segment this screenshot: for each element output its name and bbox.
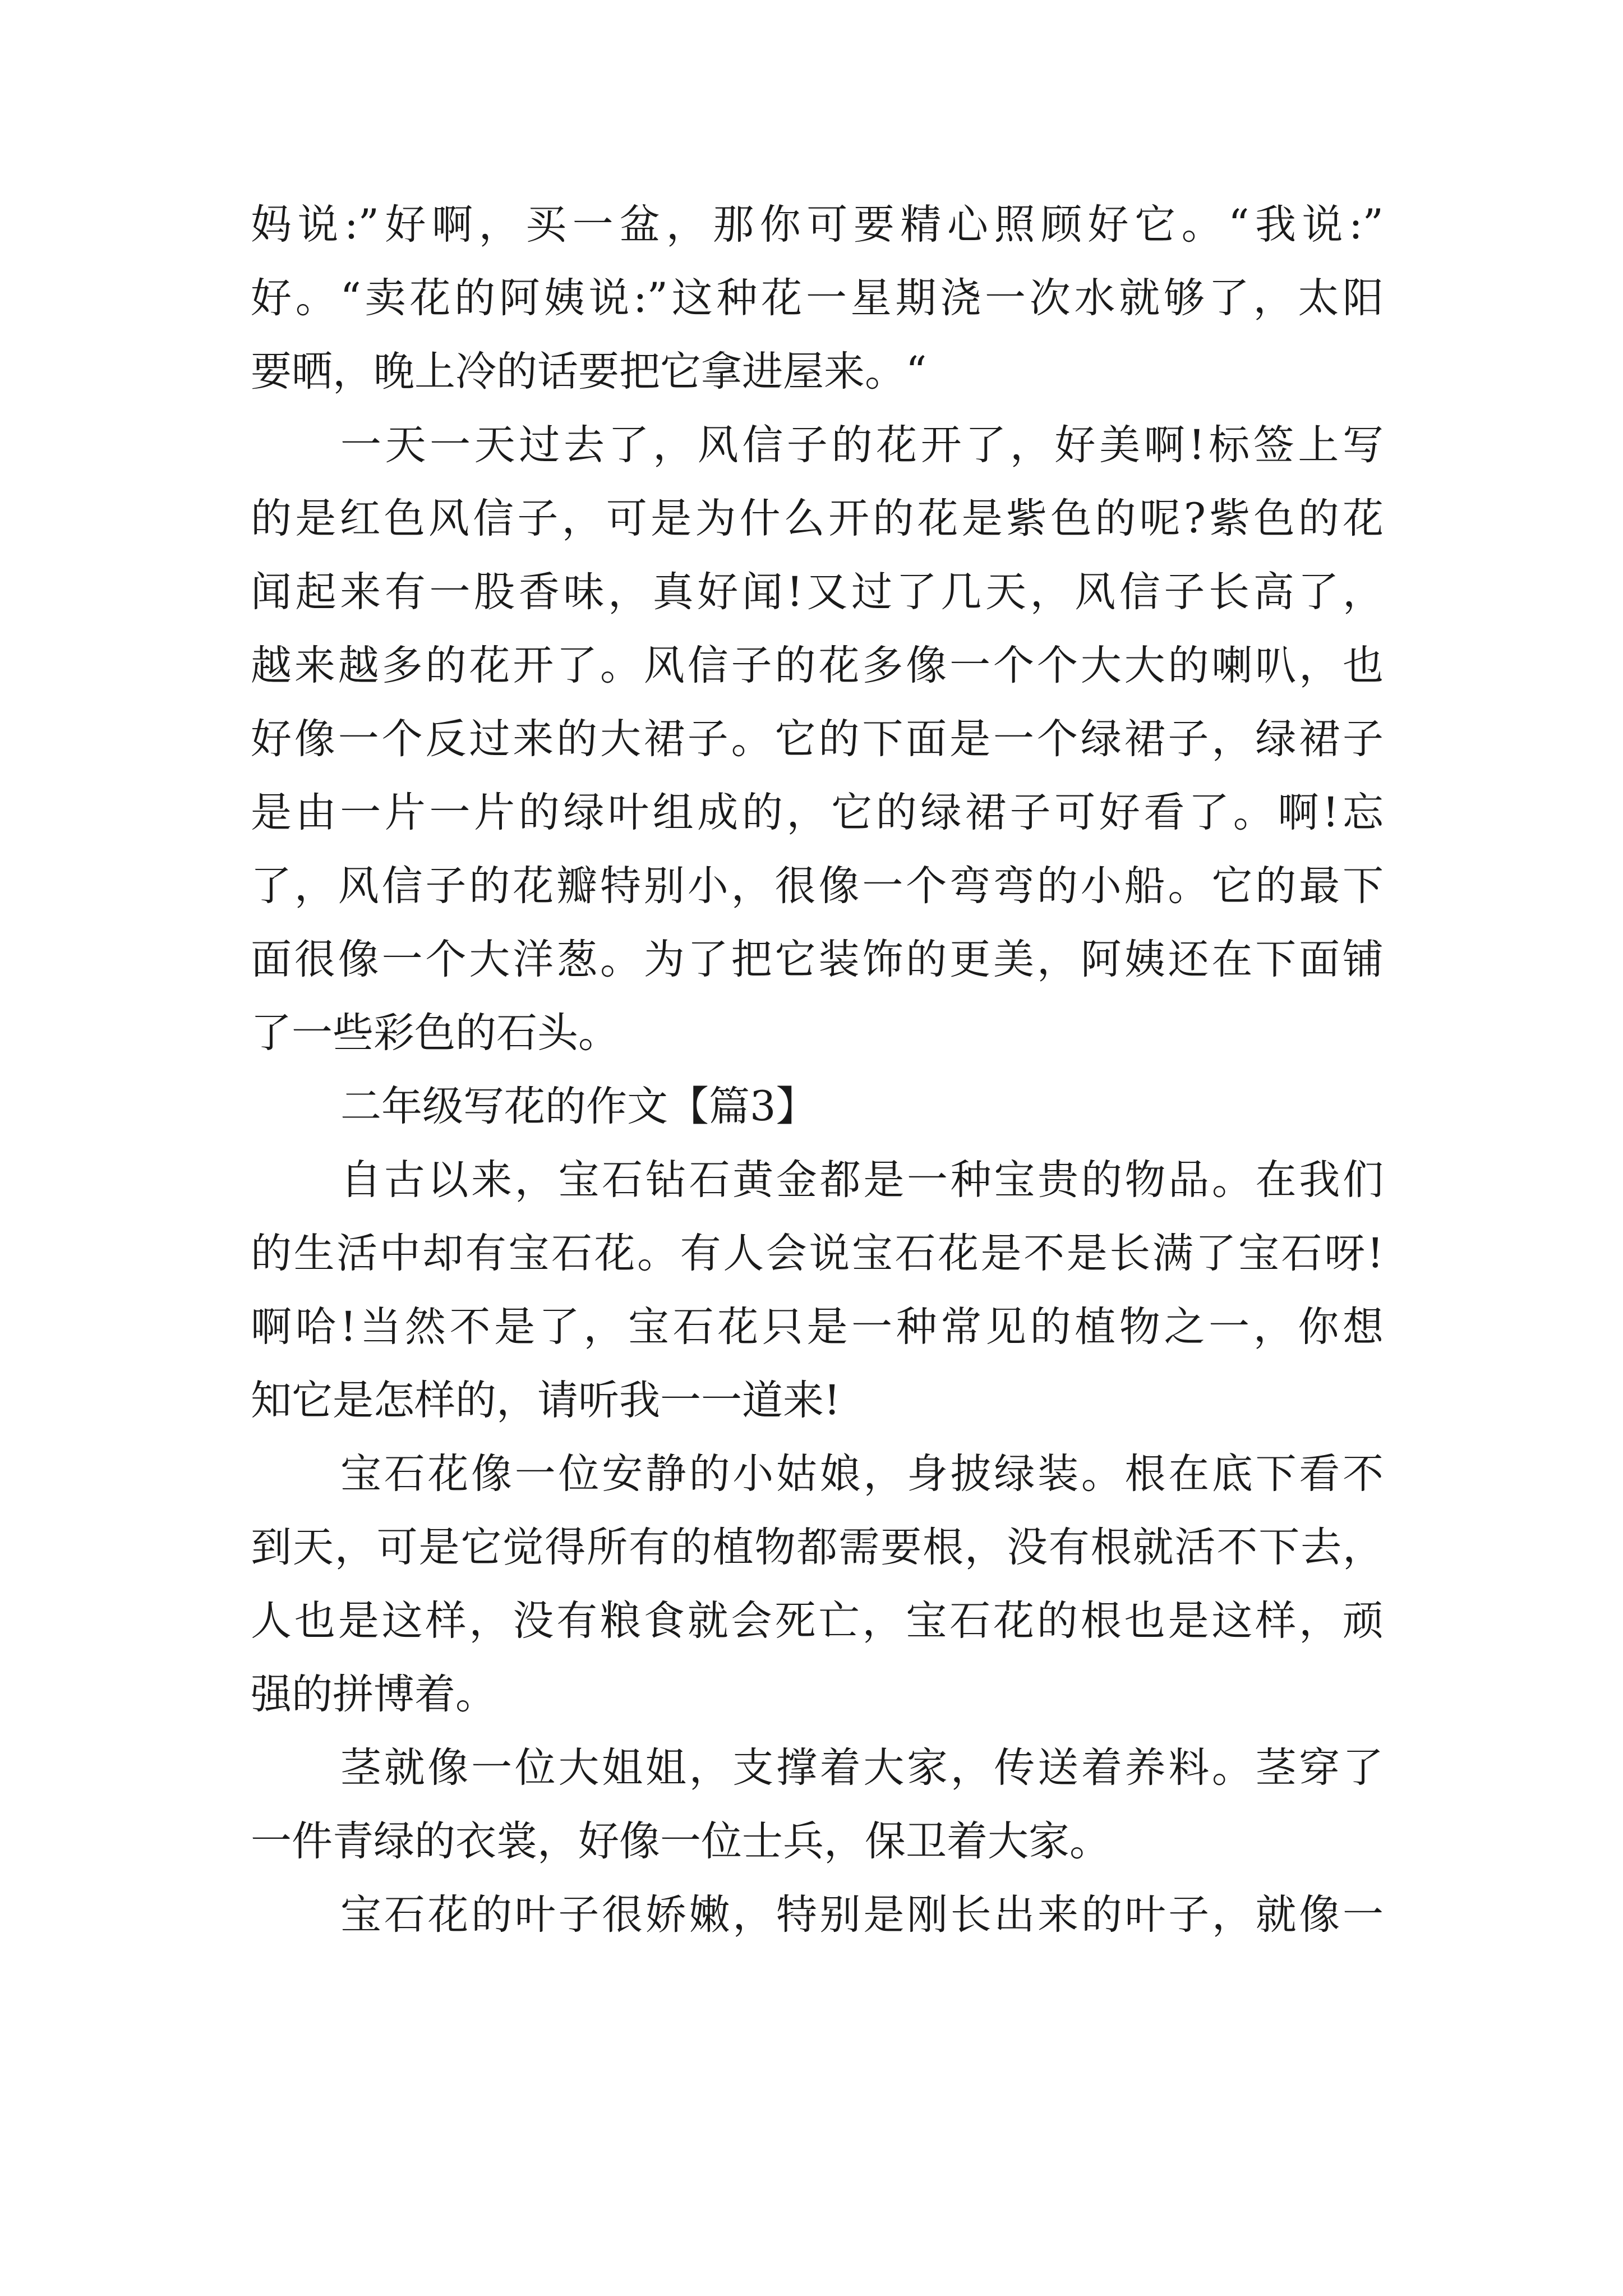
paragraph bbox=[251, 1731, 1384, 1878]
paragraph bbox=[251, 1143, 1384, 1437]
text-line: 一天一天过去了，风信子的花开了，好美啊!标签上写 bbox=[340, 421, 1384, 469]
text-line: 强的拼博着。 bbox=[251, 1671, 496, 1718]
text-line: 啊哈!当然不是了，宝石花只是一种常见的植物之一，你想 bbox=[251, 1303, 1384, 1351]
text-line: 是由一片一片的绿叶组成的，它的绿裙子可好看了。啊!忘 bbox=[251, 789, 1384, 836]
text-line: 的生活中却有宝石花。有人会说宝石花是不是长满了宝石呀! bbox=[251, 1230, 1384, 1277]
text-line: 面很像一个大洋葱。为了把它装饰的更美，阿姨还在下面铺 bbox=[251, 936, 1384, 983]
text-line: 一件青绿的衣裳，好像一位士兵，保卫着大家。 bbox=[251, 1818, 1110, 1865]
text-line: 的是红色风信子，可是为什么开的花是紫色的呢?紫色的花 bbox=[251, 495, 1384, 542]
text-line: 好。“卖花的阿姨说:”这种花一星期浇一次水就够了，太阳 bbox=[251, 274, 1384, 322]
text-line: 宝石花像一位安静的小姑娘，身披绿装。根在底下看不 bbox=[340, 1450, 1384, 1498]
document-body bbox=[251, 188, 1384, 1952]
text-line: 茎就像一位大姐姐，支撑着大家，传送着养料。茎穿了 bbox=[340, 1744, 1384, 1792]
text-line: 闻起来有一股香味，真好闻!又过了几天，风信子长高了， bbox=[251, 568, 1384, 616]
text-line: 人也是这样，没有粮食就会死亡，宝石花的根也是这样，顽 bbox=[251, 1597, 1384, 1645]
paragraph bbox=[251, 188, 1384, 408]
paragraph bbox=[251, 1878, 1384, 1952]
text-line: 越来越多的花开了。风信子的花多像一个个大大的喇叭，也 bbox=[251, 642, 1384, 689]
text-line: 到天，可是它觉得所有的植物都需要根，没有根就活不下去， bbox=[251, 1524, 1384, 1571]
section-heading bbox=[251, 1070, 1384, 1143]
paragraph bbox=[251, 408, 1384, 1070]
text-line: 要晒，晚上冷的话要把它拿进屋来。“ bbox=[251, 348, 927, 395]
section-heading-text: 二年级写花的作文【篇3】 bbox=[340, 1083, 817, 1130]
text-line: 了，风信子的花瓣特别小，很像一个弯弯的小船。它的最下 bbox=[251, 862, 1384, 910]
text-line: 好像一个反过来的大裙子。它的下面是一个绿裙子，绿裙子 bbox=[251, 715, 1384, 763]
text-line: 知它是怎样的，请听我一一道来! bbox=[251, 1377, 841, 1424]
text-line: 自古以来，宝石钻石黄金都是一种宝贵的物品。在我们 bbox=[340, 1156, 1384, 1204]
paragraph bbox=[251, 1437, 1384, 1731]
text-line: 了一些彩色的石头。 bbox=[251, 1009, 619, 1057]
text-line: 妈说:”好啊，买一盆，那你可要精心照顾好它。“我说:” bbox=[251, 201, 1384, 249]
text-line: 宝石花的叶子很娇嫩，特别是刚长出来的叶子，就像一 bbox=[340, 1891, 1384, 1939]
